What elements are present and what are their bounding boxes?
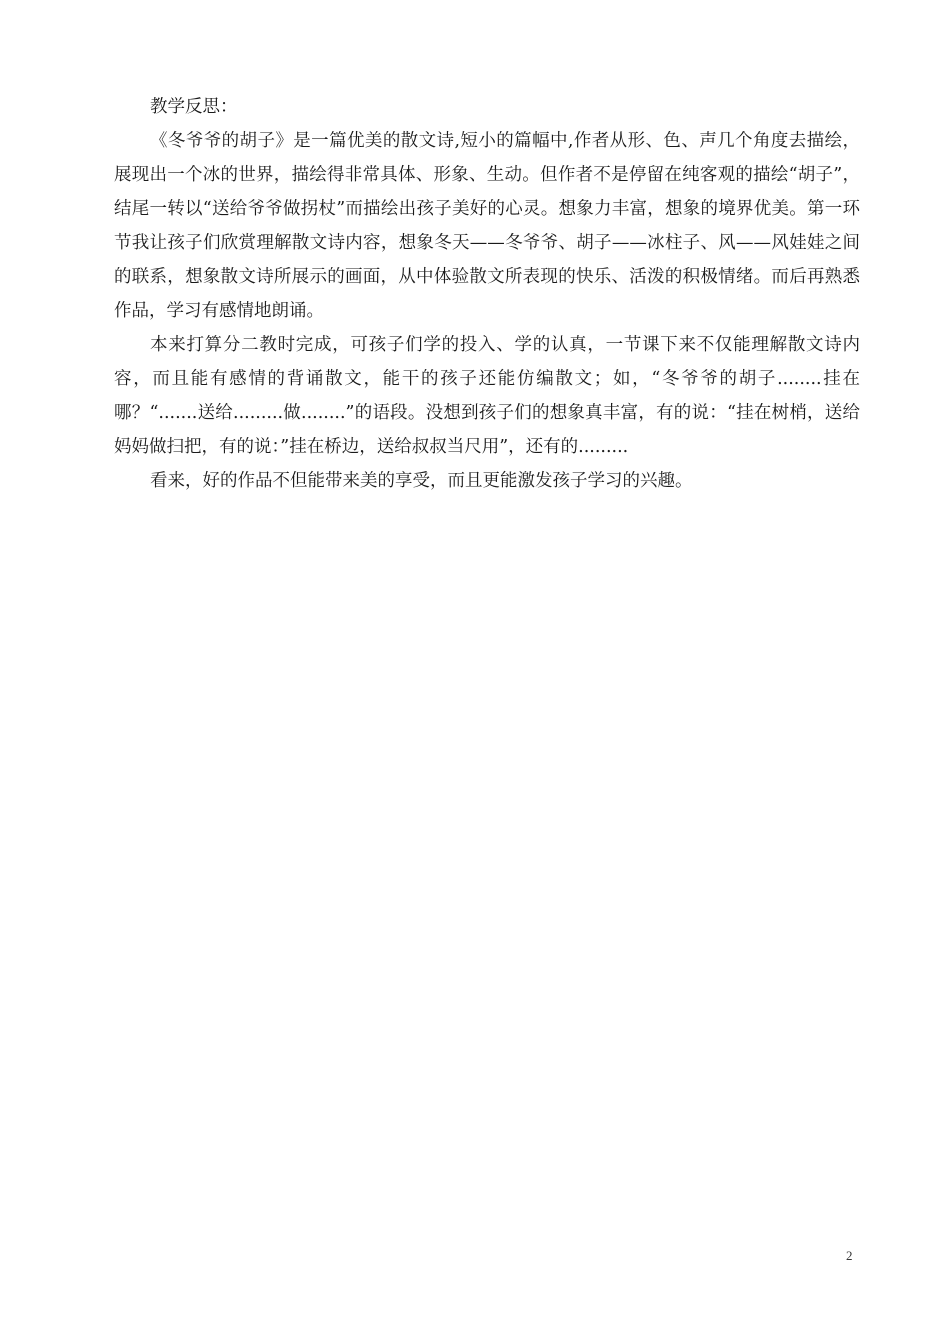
paragraph-1: 《冬爷爷的胡子》是一篇优美的散文诗,短小的篇幅中,作者从形、色、声几个角度去描绘，展现出一个冰的世界，描绘得非常具体、形象、生动。但作者不是停留在纯客观的描绘“胡子”，结尾一转以“送给爷爷做拐杖”而描绘出孩子美好的心灵。想象力丰富，想象的境界优美。第一环节我让孩子们欣赏理解散文诗内容，想象冬天——冬爷爷、胡子——冰柱子、风——风娃娃之间的联系，想象散文诗所展示的画面，从中体验散文所表现的快乐、活泼的积极情绪。而后再熟悉作品，学习有感情地朗诵。	[114, 131, 860, 321]
paragraph-3: 看来，好的作品不但能带来美的享受，而且更能激发孩子学习的兴趣。	[150, 471, 693, 491]
document-body	[114, 90, 860, 498]
section-heading: 教学反思：	[150, 97, 238, 117]
page-number: 2	[846, 1248, 853, 1263]
paragraph-2: 本来打算分二教时完成，可孩子们学的投入、学的认真，一节课下来不仅能理解散文诗内容，而且能有感情的背诵散文，能干的孩子还能仿编散文；如，“冬爷爷的胡子........挂在哪？“.......送给.........做........”的语段。没想到孩子们的想象真丰富，有的说：“挂在树梢，送给妈妈做扫把，有的说：”挂在桥边，送给叔叔当尺用”，还有的.........	[114, 335, 860, 457]
